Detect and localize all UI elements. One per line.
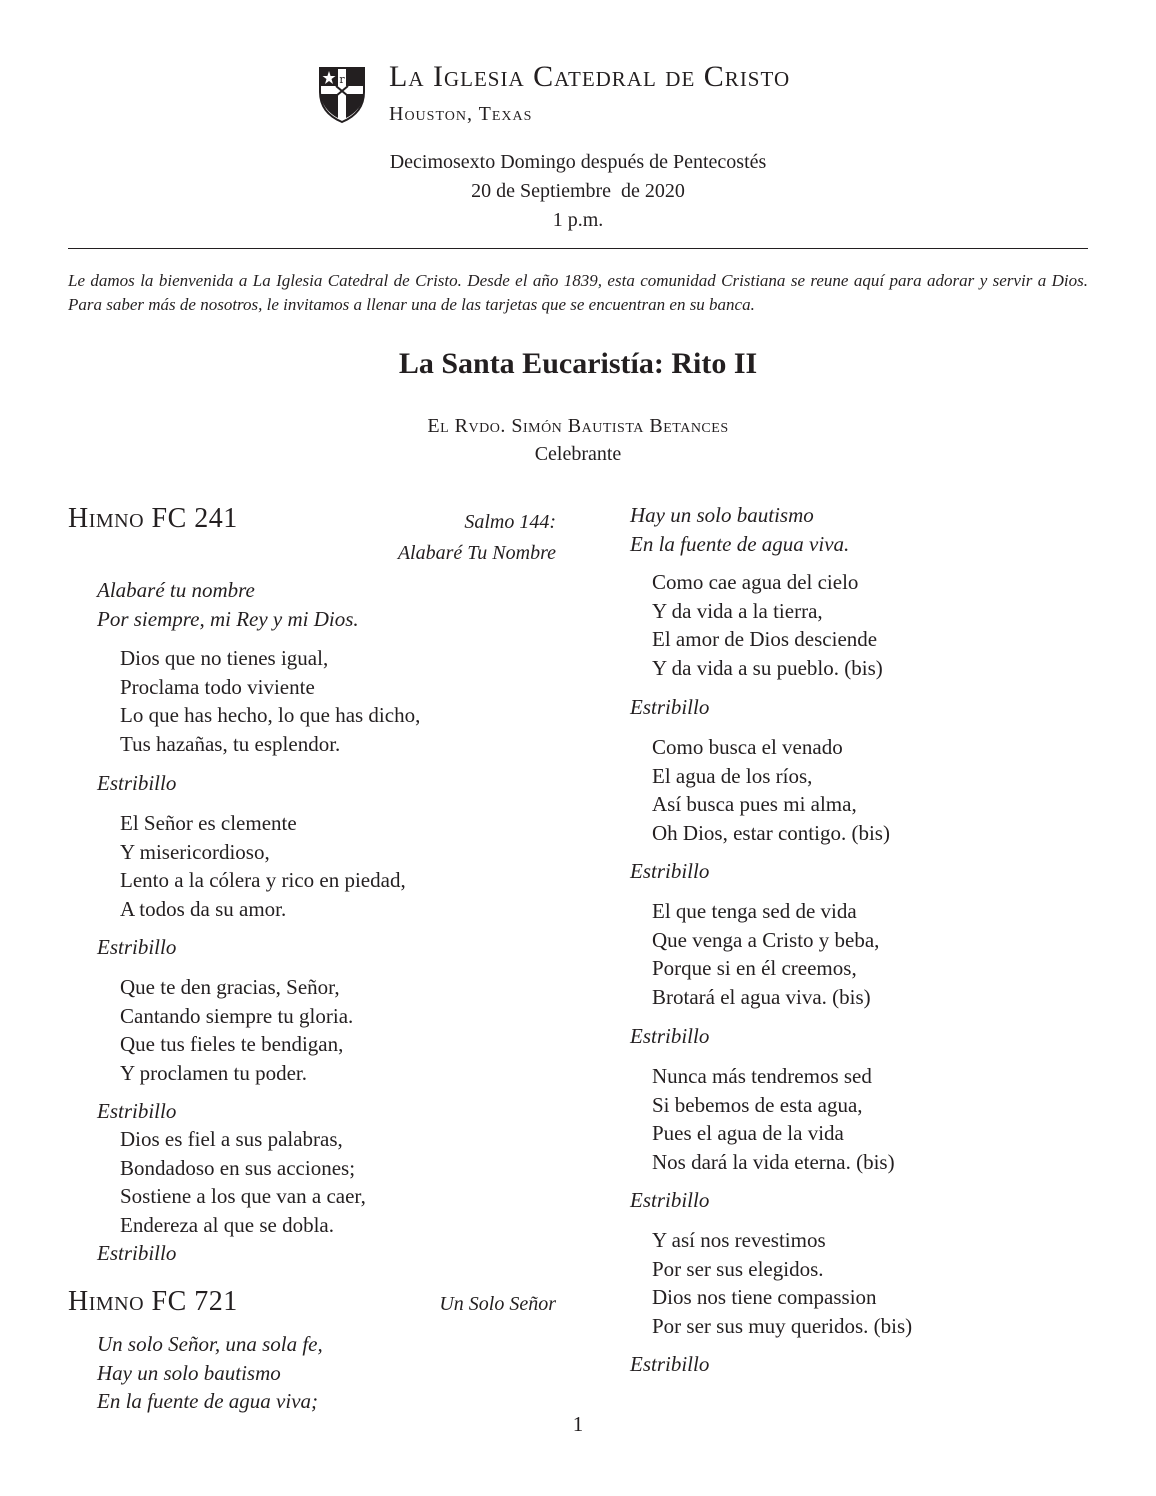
- service-date: 20 de Septiembre de 2020: [471, 180, 685, 202]
- hymn-241-subtitle: [398, 507, 556, 569]
- hymn-721-verse-1: [652, 568, 883, 682]
- hymn-241-verse-4: [120, 1125, 366, 1239]
- estribillo-label: Estribillo: [630, 1352, 710, 1376]
- hymn-721-refrain: [97, 1330, 323, 1416]
- lyric-line: Dios nos tiene compassion: [652, 1285, 877, 1309]
- lyric-line: Un solo Señor, una sola fe,: [97, 1332, 323, 1356]
- lyric-line: Dios que no tienes igual,: [120, 646, 329, 670]
- lyric-line: El amor de Dios desciende: [652, 627, 878, 651]
- lyric-line: El que tenga sed de vida: [652, 899, 857, 923]
- hymn-721-title: Himno FC 721: [68, 1286, 238, 1317]
- lyric-line: Por ser sus muy queridos. (bis): [652, 1313, 913, 1338]
- church-name: La Iglesia Catedral de Cristo: [389, 60, 791, 93]
- lyric-line: Oh Dios, estar contigo. (bis): [652, 820, 890, 845]
- estribillo-label: Estribillo: [630, 1024, 710, 1048]
- hymn-241-title: Himno FC 241: [68, 503, 238, 534]
- lyric-line: Así busca pues mi alma,: [652, 792, 857, 816]
- lyric-line: En la fuente de agua viva;: [97, 1389, 319, 1413]
- lyric-line: Porque si en él creemos,: [652, 956, 857, 980]
- hymn-721-verse-5: [652, 1226, 912, 1340]
- lyric-line: Lo que has hecho, lo que has dicho,: [120, 703, 421, 727]
- lyric-line: Y da vida a la tierra,: [652, 598, 823, 623]
- page-number: 1: [572, 1412, 584, 1436]
- hymn-721-verse-4: [652, 1062, 895, 1176]
- svg-text:r: r: [339, 73, 345, 86]
- hymn-241-refrain: [97, 576, 359, 633]
- hymn-241-verse-3: [120, 973, 353, 1087]
- lyric-line: Y proclamen tu poder.: [120, 1060, 308, 1085]
- lyric-line: Dios es fiel a sus palabras,: [120, 1127, 343, 1151]
- hymn-721-verse-3: [652, 897, 879, 1011]
- lyric-line: Lento a la cólera y rico en piedad,: [120, 868, 406, 892]
- estribillo-label: Estribillo: [97, 935, 177, 959]
- hymn-241-subtitle-line: Alabaré Tu Nombre: [397, 542, 556, 564]
- lyric-line: A todos da su amor.: [120, 896, 287, 921]
- estribillo-label: Estribillo: [630, 1188, 710, 1212]
- lyric-line: Que venga a Cristo y beba,: [652, 927, 880, 952]
- service-info: [0, 148, 1156, 235]
- estribillo-label: Estribillo: [97, 1241, 177, 1265]
- lyric-line: Sostiene a los que van a caer,: [120, 1184, 366, 1208]
- lyric-line: Que tus fieles te bendigan,: [120, 1032, 344, 1056]
- service-time: 1 p.m.: [552, 209, 604, 231]
- hymn-721-refrain-continued: [630, 501, 849, 558]
- hymn-721-verse-2: [652, 733, 890, 847]
- lyric-line: Y da vida a su pueblo. (bis): [652, 655, 883, 680]
- welcome-message: Le damos la bienvenida a La Iglesia Catedral de Cristo. Desde el año 1839, esta comunidad Cristiana se reune aquí para adorar y servir a Dios. Para saber más de nosotros, le invitamos a llenar una de las tarjetas que se encuentran en su banca.: [68, 271, 1088, 314]
- hymn-721-subtitle: Un Solo Señor: [439, 1293, 556, 1315]
- header-divider: [68, 248, 1088, 249]
- hymn-241-subtitle-line: Salmo 144:: [464, 511, 556, 533]
- lyric-line: Brotará el agua viva. (bis): [652, 984, 871, 1009]
- lyric-line: Como cae agua del cielo: [652, 570, 859, 594]
- celebrant-role: Celebrante: [534, 443, 622, 465]
- celebrant-name: El Rvdo. Simón Bautista Betances: [427, 415, 729, 437]
- lyric-line: Y así nos revestimos: [652, 1228, 826, 1252]
- lyric-line: Tus hazañas, tu esplendor.: [120, 731, 341, 756]
- lyric-line: Endereza al que se dobla.: [120, 1212, 334, 1237]
- lyric-line: Y misericordioso,: [120, 839, 270, 864]
- occasion: Decimosexto Domingo después de Pentecostés: [389, 151, 767, 173]
- lyric-line: Por siempre, mi Rey y mi Dios.: [97, 606, 359, 631]
- lyric-line: El Señor es clemente: [120, 811, 297, 835]
- lyric-line: Alabaré tu nombre: [97, 578, 255, 602]
- estribillo-label: Estribillo: [97, 1099, 177, 1123]
- lyric-line: Proclama todo viviente: [120, 674, 315, 699]
- church-city: Houston, Texas: [389, 103, 533, 125]
- lyric-line: En la fuente de agua viva.: [630, 531, 850, 556]
- hymn-241-verse-2: [120, 809, 406, 923]
- estribillo-label: Estribillo: [97, 771, 177, 795]
- lyric-line: Hay un solo bautismo: [97, 1360, 281, 1385]
- lyric-line: Pues el agua de la vida: [652, 1121, 844, 1145]
- estribillo-label: Estribillo: [630, 859, 710, 883]
- estribillo-label: Estribillo: [630, 695, 710, 719]
- lyric-line: Hay un solo bautismo: [630, 503, 814, 527]
- lyric-line: Por ser sus elegidos.: [652, 1256, 824, 1281]
- lyric-line: Si bebemos de esta agua,: [652, 1092, 863, 1117]
- lyric-line: Bondadoso en sus acciones;: [120, 1155, 356, 1180]
- lyric-line: Cantando siempre tu gloria.: [120, 1003, 354, 1028]
- lyric-line: Nunca más tendremos sed: [652, 1064, 872, 1088]
- celebrant-info: [0, 412, 1156, 468]
- lyric-line: Que te den gracias, Señor,: [120, 975, 340, 999]
- lyric-line: Nos dará la vida eterna. (bis): [652, 1149, 895, 1174]
- page-title: La Santa Eucaristía: Rito II: [398, 347, 758, 380]
- cathedral-shield-logo-icon: [318, 66, 366, 124]
- lyric-line: Como busca el venado: [652, 735, 843, 759]
- lyric-line: El agua de los ríos,: [652, 763, 813, 788]
- hymn-241-verse-1: [120, 644, 420, 758]
